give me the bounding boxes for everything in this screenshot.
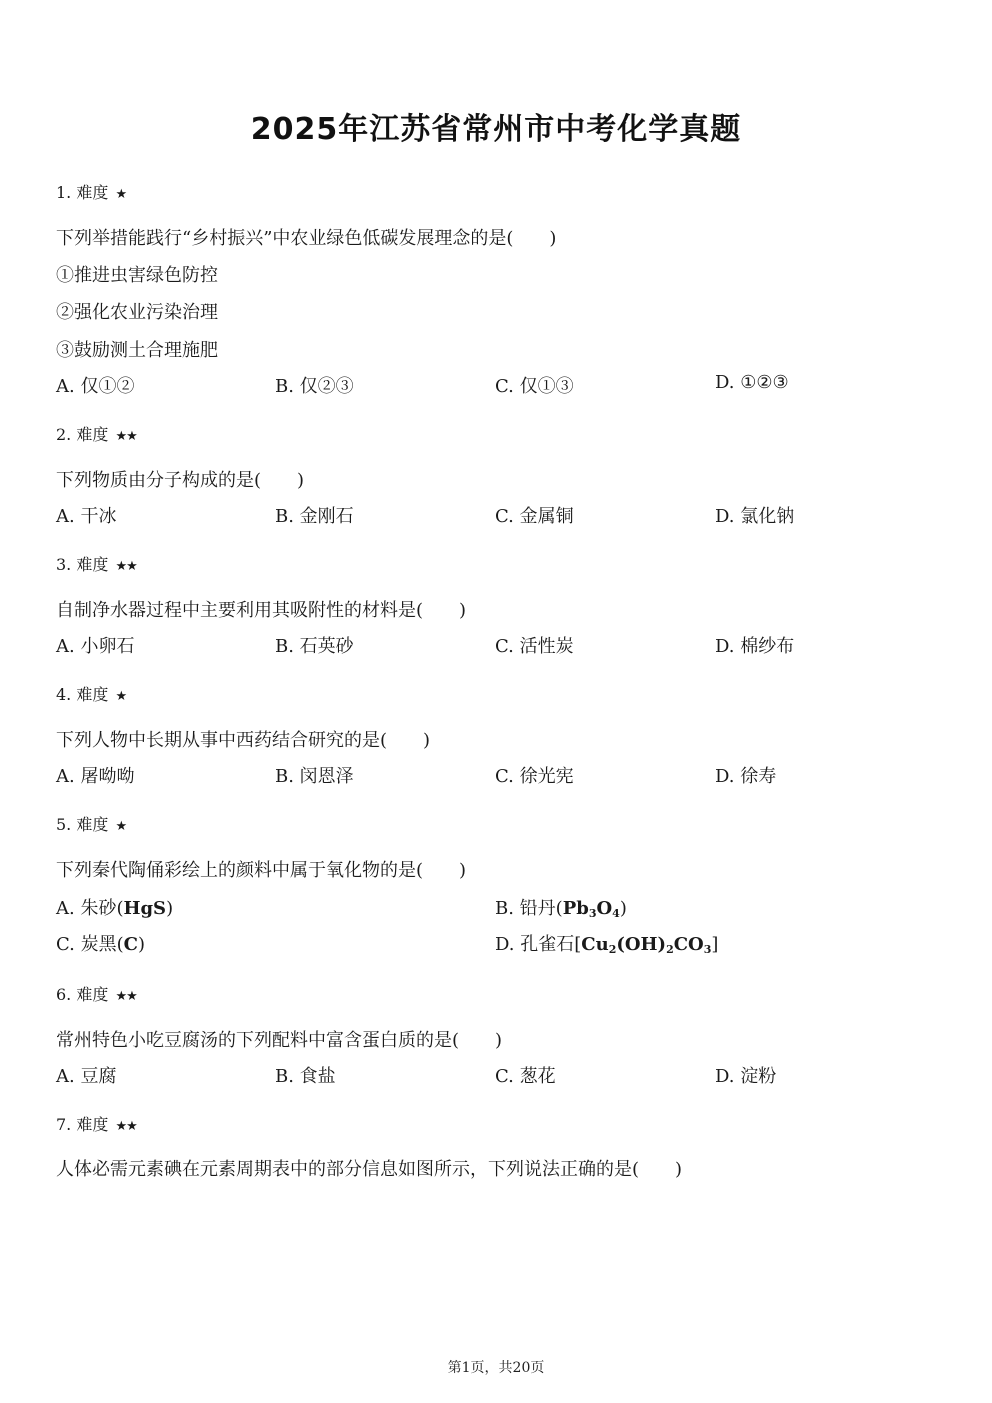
question-4-option-a: A. 屠呦呦 xyxy=(56,766,135,787)
question-6-option-b: B. 食盐 xyxy=(275,1066,336,1087)
chemical-formula: C xyxy=(123,934,138,955)
question-number: 2. xyxy=(56,425,72,444)
question-1-option-a: A. 仅①② xyxy=(56,376,135,397)
difficulty-label: 难度 xyxy=(76,815,109,834)
question-1-item-1: ①推进虫害绿色防控 xyxy=(56,265,218,286)
option-suffix: ) xyxy=(619,898,627,919)
question-2-option-b: B. 金刚石 xyxy=(275,506,354,527)
difficulty-label: 难度 xyxy=(76,1115,109,1134)
question-4-option-c: C. 徐光宪 xyxy=(495,766,574,787)
formula-subscript: 3 xyxy=(703,943,712,956)
chemical-formula: HgS xyxy=(123,898,167,919)
question-4-header xyxy=(56,682,126,705)
difficulty-stars: ★ xyxy=(115,187,127,202)
question-number: 7. xyxy=(56,1115,72,1134)
question-1-item-2: ②强化农业污染治理 xyxy=(56,302,218,323)
formula-subscript: 4 xyxy=(612,907,620,920)
option-suffix: ) xyxy=(137,934,145,955)
question-6-option-a: A. 豆腐 xyxy=(56,1066,117,1087)
question-5-stem: 下列秦代陶俑彩绘上的颜料中属于氧化物的是( ) xyxy=(56,860,467,881)
question-5-option-a xyxy=(56,894,173,920)
option-prefix: C. 炭黑( xyxy=(56,934,124,955)
question-2-option-a: A. 干冰 xyxy=(56,506,117,527)
question-5-header xyxy=(56,812,126,835)
chemical-formula-part: (OH) xyxy=(616,934,667,955)
question-2-stem: 下列物质由分子构成的是( ) xyxy=(56,470,305,491)
difficulty-stars: ★ xyxy=(115,689,127,704)
question-6-stem: 常州特色小吃豆腐汤的下列配料中富含蛋白质的是( ) xyxy=(56,1030,503,1051)
difficulty-label: 难度 xyxy=(76,685,109,704)
page-footer: 第1页，共20页 xyxy=(447,1360,545,1376)
chemical-formula-part: Cu xyxy=(581,934,609,955)
page-title: 2025年江苏省常州市中考化学真题 xyxy=(250,112,742,147)
formula-subscript: 2 xyxy=(608,943,617,956)
formula-subscript: 3 xyxy=(588,907,597,920)
difficulty-stars: ★★ xyxy=(115,1119,137,1134)
question-number: 4. xyxy=(56,685,72,704)
question-5-option-d xyxy=(495,930,718,956)
question-1-item-3: ③鼓励测土合理施肥 xyxy=(56,340,218,361)
difficulty-label: 难度 xyxy=(76,425,109,444)
question-2-option-d: D. 氯化钠 xyxy=(715,506,795,527)
difficulty-stars: ★ xyxy=(115,819,127,834)
question-number: 1. xyxy=(56,183,72,202)
option-suffix: ] xyxy=(711,934,719,955)
difficulty-stars: ★★ xyxy=(115,429,137,444)
chemical-formula-part: CO xyxy=(673,934,704,955)
question-6-header xyxy=(56,982,137,1005)
question-1-header xyxy=(56,180,126,203)
question-2-header xyxy=(56,422,137,445)
difficulty-label: 难度 xyxy=(76,985,109,1004)
chemical-formula-part: Pb xyxy=(562,898,589,919)
question-1-option-b: B. 仅②③ xyxy=(275,376,354,397)
question-4-stem: 下列人物中长期从事中西药结合研究的是( ) xyxy=(56,730,431,751)
question-5-option-c xyxy=(56,930,145,956)
question-number: 6. xyxy=(56,985,72,1004)
question-6-option-d: D. 淀粉 xyxy=(715,1066,777,1087)
difficulty-stars: ★★ xyxy=(115,989,137,1004)
question-3-option-d: D. 棉纱布 xyxy=(715,636,795,657)
question-3-option-a: A. 小卵石 xyxy=(56,636,135,657)
question-1-stem: 下列举措能践行“乡村振兴”中农业绿色低碳发展理念的是( ) xyxy=(56,228,557,249)
question-1-option-d: D. ①②③ xyxy=(715,372,789,393)
question-2-option-c: C. 金属铜 xyxy=(495,506,574,527)
question-3-option-c: C. 活性炭 xyxy=(495,636,574,657)
formula-subscript: 2 xyxy=(666,943,674,956)
option-prefix: B. 铅丹( xyxy=(495,898,563,919)
question-4-option-b: B. 闵恩泽 xyxy=(275,766,354,787)
option-prefix: A. 朱砂( xyxy=(56,898,124,919)
question-3-stem: 自制净水器过程中主要利用其吸附性的材料是( ) xyxy=(56,600,467,621)
question-3-option-b: B. 石英砂 xyxy=(275,636,354,657)
question-3-header xyxy=(56,552,137,575)
difficulty-label: 难度 xyxy=(76,183,109,202)
option-suffix: ) xyxy=(166,898,174,919)
chemical-formula-part: O xyxy=(596,898,613,919)
question-4-option-d: D. 徐寿 xyxy=(715,766,777,787)
question-7-stem: 人体必需元素碘在元素周期表中的部分信息如图所示，下列说法正确的是( ) xyxy=(56,1159,683,1180)
question-number: 5. xyxy=(56,815,72,834)
option-prefix: D. 孔雀石[ xyxy=(495,934,582,955)
question-5-option-b xyxy=(495,894,627,920)
difficulty-label: 难度 xyxy=(76,555,109,574)
question-7-header xyxy=(56,1112,137,1135)
question-6-option-c: C. 葱花 xyxy=(495,1066,556,1087)
question-1-option-c: C. 仅①③ xyxy=(495,376,574,397)
difficulty-stars: ★★ xyxy=(115,559,137,574)
question-number: 3. xyxy=(56,555,72,574)
